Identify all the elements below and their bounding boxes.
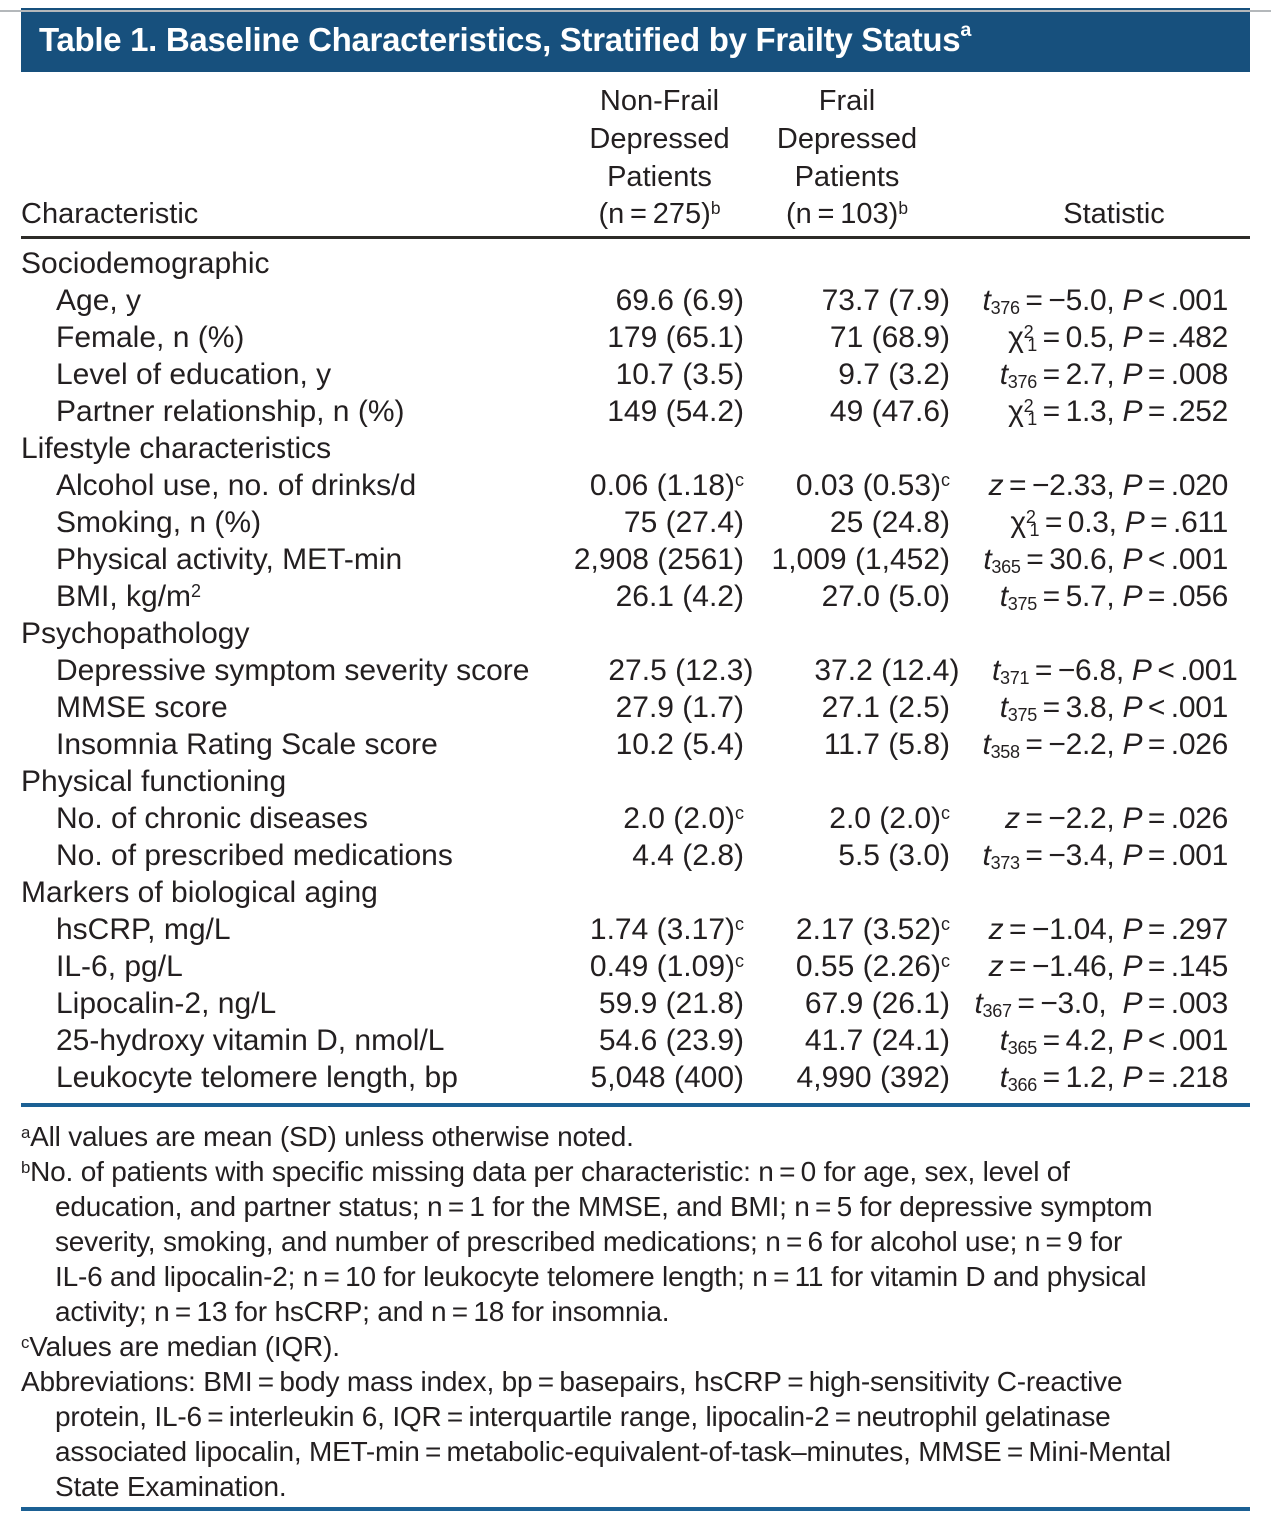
characteristic-label: Alcohol use, no. of drinks/d — [56, 469, 417, 502]
footnote-marker: b — [21, 1157, 31, 1177]
table-row — [21, 911, 1250, 948]
value-nonfrail: 149 (54.2) — [607, 395, 744, 428]
table-row — [21, 541, 1250, 578]
section-row — [21, 245, 1250, 282]
value-nonfrail: 5,048 (400) — [590, 1061, 744, 1094]
characteristic-label: No. of chronic diseases — [56, 802, 368, 835]
table-title: Table 1. Baseline Characteristics, Stratified by Frailty Status — [39, 21, 961, 58]
statistic-value: t371 = −6.8, P < .001 — [992, 654, 1238, 688]
superscript: c — [941, 951, 950, 971]
value-frail: 1,009 (1,452) — [771, 543, 950, 576]
section-row — [21, 763, 1250, 800]
footnote-line: $^b$No. of patients with specific missing data per characteristic: n = 0 for age, sex, level of — [21, 1156, 1070, 1187]
table-row — [21, 356, 1250, 393]
subscript: 358 — [990, 741, 1020, 762]
characteristic-label: Lipocalin-2, ng/L — [56, 987, 277, 1020]
column-header-row — [21, 72, 1250, 232]
table-row — [21, 467, 1250, 504]
value-nonfrail — [520, 615, 744, 652]
characteristic-label: Level of education, y — [56, 358, 332, 391]
subscript: 371 — [1000, 667, 1030, 688]
superscript: c — [941, 914, 950, 934]
table-title-bar: Table 1. Baseline Characteristics, Stratified by Frailty Status a — [21, 8, 1250, 72]
characteristic-label: BMI, $kg/m^2$ — [56, 580, 202, 613]
statistic-value: t375 = 3.8, P < .001 — [999, 691, 1228, 725]
value-nonfrail — [520, 874, 744, 911]
table-row — [21, 1022, 1250, 1059]
footnote-marker: a — [21, 1122, 31, 1142]
table-row — [21, 652, 1250, 689]
superscript: 2 — [191, 581, 202, 601]
col-header-statistic: Statistic — [1063, 198, 1165, 230]
value-frail: 37.2 (12.4) — [814, 654, 960, 687]
characteristic-label: No. of prescribed medications — [56, 839, 453, 872]
value-nonfrail: 27.5 (12.3) — [608, 654, 754, 687]
value-nonfrail: 26.1 (4.2) — [615, 580, 744, 613]
value-nonfrail: 0.49 $(1.09)^c$ — [589, 950, 744, 983]
value-frail: 49 (47.6) — [829, 395, 950, 428]
statistic-value — [950, 430, 1250, 467]
footnote-line: severity, smoking, and number of prescribed medications; n = 6 for alcohol use; n = 9 for — [55, 1226, 1123, 1257]
statistic-value: $\chi^21 = 0.3$, P = .611 — [1010, 506, 1228, 540]
characteristic-label: Smoking, n (%) — [56, 506, 262, 539]
value-nonfrail: 179 (65.1) — [607, 321, 744, 354]
col-header-frail-depressed — [744, 82, 950, 232]
statistic-value — [950, 874, 1250, 911]
header-line: Depressed — [589, 123, 730, 155]
characteristic-label: Insomnia Rating Scale score — [56, 728, 438, 761]
characteristic-label: Physical functioning — [21, 765, 287, 798]
value-frail: 4,990 (392) — [796, 1061, 950, 1094]
footnotes — [21, 1107, 1250, 1504]
characteristic-label: Female, n (%) — [56, 321, 245, 354]
statistic-value: t376 = 2.7, P = .008 — [999, 358, 1228, 392]
value-nonfrail — [520, 430, 744, 467]
header-line: Frail — [818, 85, 876, 117]
table-row — [21, 800, 1250, 837]
value-nonfrail: 27.9 (1.7) — [615, 691, 744, 724]
value-frail: 11.7 (5.8) — [823, 728, 950, 761]
footnote-line: State Examination. — [55, 1471, 287, 1502]
superscript: c — [735, 951, 744, 971]
value-frail: 73.7 (7.9) — [821, 284, 950, 317]
subscript: 376 — [990, 297, 1020, 318]
characteristic-label: 25-hydroxy vitamin D, nmol/L — [56, 1024, 445, 1057]
table-row — [21, 319, 1250, 356]
value-frail — [744, 615, 950, 652]
subscript: 365 — [991, 556, 1021, 577]
footnote — [21, 1329, 1250, 1364]
superscript: c — [735, 914, 744, 934]
value-nonfrail — [520, 245, 744, 282]
footnote-marker: c — [21, 1332, 30, 1352]
subscript: 1 — [1029, 519, 1040, 540]
subscript: 375 — [1007, 704, 1037, 725]
superscript: c — [735, 470, 744, 490]
superscript: c — [941, 470, 950, 490]
footnote-line: education, and partner status; n = 1 for the MMSE, and BMI; n = 5 for depressive symptom — [55, 1191, 1153, 1222]
footnote-line: $^a$All values are mean (SD) unless otherwise noted. — [21, 1121, 634, 1152]
value-nonfrail: 2.0 $(2.0)^c$ — [623, 802, 744, 835]
subscript: 376 — [1007, 371, 1037, 392]
subscript: 366 — [1007, 1074, 1037, 1095]
col-header-characteristic: Characteristic — [21, 198, 199, 230]
value-frail: 0.03 $(0.53)^c$ — [795, 469, 950, 502]
footnote-line: Abbreviations: BMI = body mass index, bp = basepairs, hsCRP = high-sensitivity C-reactive — [21, 1366, 1123, 1397]
header-line: Patients — [794, 161, 900, 193]
table-row — [21, 282, 1250, 319]
characteristic-label: Leukocyte telomere length, bp — [56, 1061, 458, 1094]
section-row — [21, 615, 1250, 652]
statistic-value: z = −2.2, P = .026 — [1005, 802, 1228, 835]
subscript: 367 — [982, 1000, 1012, 1021]
section-row — [21, 430, 1250, 467]
top-border-line — [0, 10, 1271, 12]
header-n-count: (n = 103)$^b$ — [785, 198, 909, 230]
value-nonfrail: 59.9 (21.8) — [598, 987, 744, 1020]
subscript: 373 — [990, 852, 1020, 873]
characteristic-label: IL-6, pg/L — [56, 950, 183, 983]
table-row — [21, 578, 1250, 615]
col-header-nonfrail-depressed — [520, 82, 744, 232]
characteristic-label: hsCRP, mg/L — [56, 913, 231, 946]
statistic-value: $\chi^21 = 0.5$, P = .482 — [1008, 321, 1228, 355]
value-frail: 27.0 (5.0) — [821, 580, 950, 613]
value-frail — [744, 245, 950, 282]
value-nonfrail: 0.06 $(1.18)^c$ — [589, 469, 744, 502]
subscript: 375 — [1007, 593, 1037, 614]
value-nonfrail: 10.7 (3.5) — [615, 358, 744, 391]
statistic-value: $\chi^21 = 1.3$, P = .252 — [1008, 395, 1228, 429]
subscript: 365 — [1007, 1037, 1037, 1058]
subscript: 1 — [1027, 334, 1037, 355]
table-row — [21, 985, 1250, 1022]
section-row — [21, 874, 1250, 911]
value-frail: 9.7 (3.2) — [838, 358, 950, 391]
statistic-value — [950, 245, 1250, 282]
table-row — [21, 504, 1250, 541]
value-nonfrail: 1.74 $(3.17)^c$ — [589, 913, 744, 946]
value-frail: 25 (24.8) — [829, 506, 950, 539]
statistic-value: t365 = 4.2, P < .001 — [999, 1024, 1228, 1058]
superscript: c — [735, 803, 744, 823]
table-body — [21, 245, 1250, 1096]
statistic-value: t373 = −3.4, P = .001 — [982, 839, 1228, 873]
superscript: 2 — [1023, 322, 1034, 342]
subscript: 1 — [1027, 408, 1037, 429]
table-row — [21, 837, 1250, 874]
value-nonfrail: 10.2 (5.4) — [615, 728, 744, 761]
superscript: 2 — [1023, 396, 1034, 416]
value-nonfrail — [520, 763, 744, 800]
value-frail — [744, 763, 950, 800]
footnote — [21, 1364, 1250, 1504]
table-row — [21, 726, 1250, 763]
characteristic-label: Sociodemographic — [21, 247, 270, 280]
value-frail: 2.0 $(2.0)^c$ — [829, 802, 950, 835]
value-nonfrail: 75 (27.4) — [623, 506, 744, 539]
statistic-value: t367 = −3.0, P = .003 — [974, 987, 1228, 1021]
characteristic-label: Lifestyle characteristics — [21, 432, 332, 465]
footnote — [21, 1154, 1250, 1329]
characteristic-label: MMSE score — [56, 691, 228, 724]
statistic-value: t376 = −5.0, P < .001 — [982, 284, 1228, 318]
statistic-value: z = −2.33, P = .020 — [988, 469, 1228, 502]
header-divider-line — [21, 236, 1250, 239]
value-frail: 0.55 $(2.26)^c$ — [795, 950, 950, 983]
value-frail: 5.5 (3.0) — [838, 839, 950, 872]
value-nonfrail: 54.6 (23.9) — [598, 1024, 744, 1057]
characteristic-label: Depressive symptom severity score — [56, 654, 530, 687]
header-line: Patients — [607, 161, 712, 193]
value-frail: 41.7 (24.1) — [804, 1024, 950, 1057]
superscript: 2 — [1025, 507, 1036, 527]
footnote-line: $^c$Values are median (IQR). — [21, 1331, 340, 1362]
statistic-value: z = −1.46, P = .145 — [988, 950, 1228, 983]
value-frail: 67.9 (26.1) — [804, 987, 950, 1020]
value-frail — [744, 430, 950, 467]
figure-bottom-line — [21, 1507, 1250, 1511]
characteristic-label: Partner relationship, n (%) — [56, 395, 405, 428]
superscript: c — [941, 803, 950, 823]
table-row — [21, 948, 1250, 985]
footnote-marker: b — [710, 198, 721, 219]
statistic-value: t365 = 30.6, P < .001 — [983, 543, 1228, 577]
statistic-value: t375 = 5.7, P = .056 — [999, 580, 1228, 614]
characteristic-label: Physical activity, MET-min — [56, 543, 403, 576]
statistic-value: t358 = −2.2, P = .026 — [982, 728, 1228, 762]
statistic-value: z = −1.04, P = .297 — [988, 913, 1228, 946]
footnote-line: activity; n = 13 for hsCRP; and n = 18 for insomnia. — [55, 1296, 670, 1327]
header-line: Non-Frail — [599, 85, 720, 117]
value-frail: 71 (68.9) — [829, 321, 950, 354]
footnote-line: associated lipocalin, MET-min = metabolic-equivalent-of-task–minutes, MMSE = Mini-Mental — [55, 1436, 1171, 1467]
table-row — [21, 393, 1250, 430]
footnote — [21, 1119, 1250, 1154]
table-row — [21, 689, 1250, 726]
value-frail: 2.17 $(3.52)^c$ — [795, 913, 950, 946]
value-nonfrail: 69.6 (6.9) — [615, 284, 744, 317]
value-frail: 27.1 (2.5) — [821, 691, 950, 724]
table-figure — [0, 8, 1271, 1540]
characteristic-label: Markers of biological aging — [21, 876, 378, 909]
footnote-line: protein, IL-6 = interleukin 6, IQR = interquartile range, lipocalin-2 = neutrophil gelatinase — [55, 1401, 1111, 1432]
statistic-value: t366 = 1.2, P = .218 — [999, 1061, 1228, 1095]
footnote-line: IL-6 and lipocalin-2; n = 10 for leukocyte telomere length; n = 11 for vitamin D and physical — [55, 1261, 1147, 1292]
statistic-value — [950, 615, 1250, 652]
value-nonfrail: 2,908 (2561) — [573, 543, 744, 576]
footnote-marker: b — [898, 198, 909, 219]
characteristic-label: Psychopathology — [21, 617, 250, 650]
header-n-count: (n = 275)$^b$ — [598, 198, 721, 230]
value-frail — [744, 874, 950, 911]
value-nonfrail: 4.4 (2.8) — [632, 839, 744, 872]
characteristic-label: Age, y — [56, 284, 142, 317]
statistic-value — [950, 763, 1250, 800]
header-line: Depressed — [776, 123, 918, 155]
table-row — [21, 1059, 1250, 1096]
